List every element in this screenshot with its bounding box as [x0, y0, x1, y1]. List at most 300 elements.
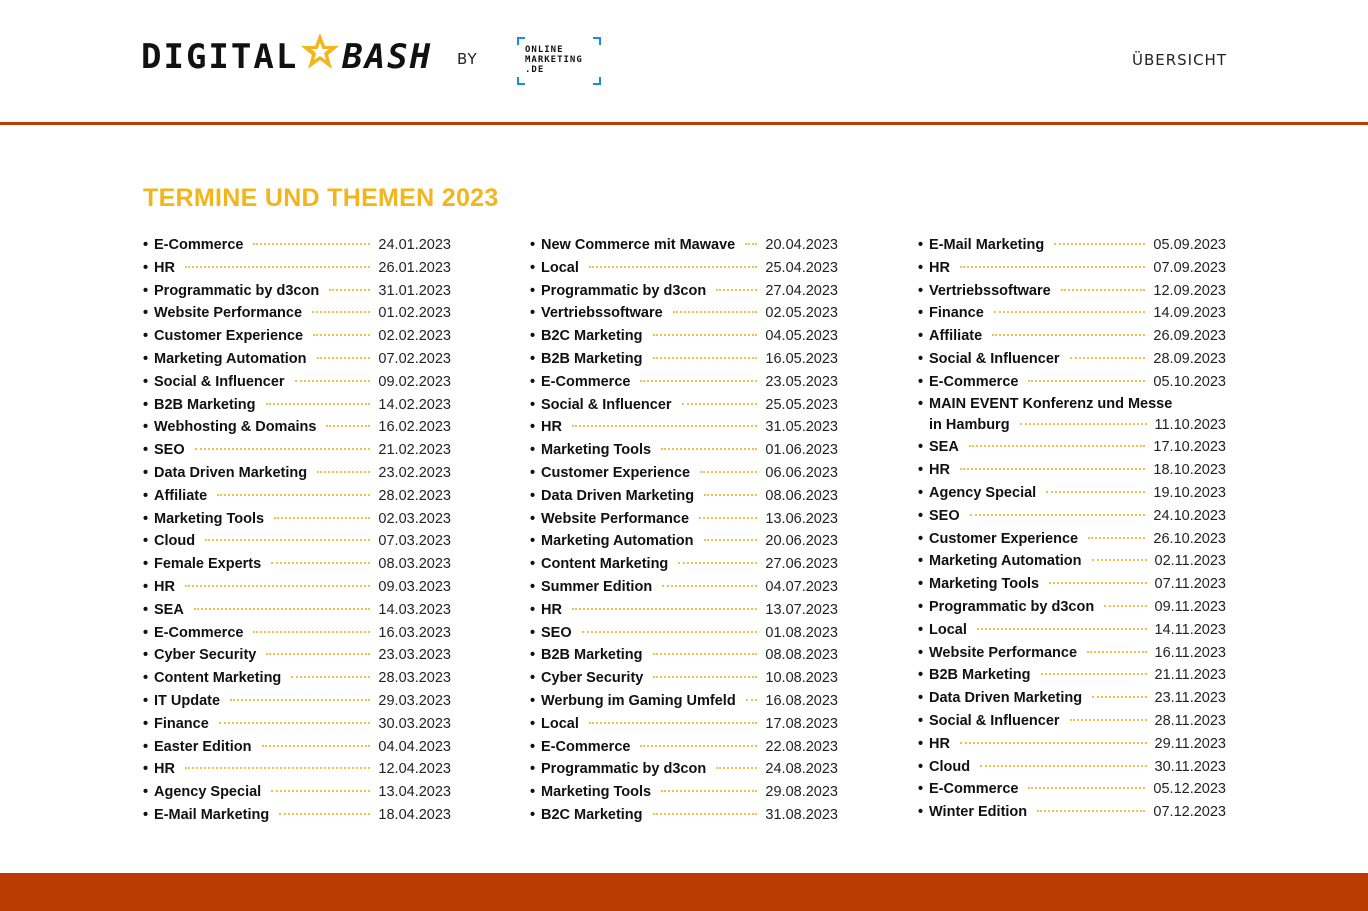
schedule-item — [530, 644, 838, 667]
schedule-item — [530, 325, 838, 348]
event-date: 23.02.2023 — [378, 464, 451, 481]
topic-name: SEA — [154, 601, 184, 618]
schedule-item — [530, 348, 838, 371]
topic-name: Data Driven Marketing — [541, 487, 695, 504]
event-date: 08.03.2023 — [378, 556, 451, 573]
bullet: • — [143, 601, 149, 618]
dot-leader — [1028, 787, 1145, 789]
event-date: 14.11.2023 — [1154, 621, 1226, 638]
dot-leader — [653, 334, 758, 336]
dot-leader — [266, 403, 371, 405]
event-date: 20.06.2023 — [765, 533, 838, 550]
dot-leader — [977, 628, 1147, 630]
schedule-item — [530, 439, 838, 462]
schedule-item — [918, 733, 1226, 756]
topic-name: Agency Special — [929, 484, 1037, 501]
bullet: • — [530, 647, 536, 664]
event-date: 05.09.2023 — [1153, 237, 1226, 253]
topic-name-continued: in Hamburg — [929, 416, 1010, 433]
event-date: 01.08.2023 — [765, 624, 838, 641]
schedule-item — [143, 485, 451, 508]
bullet: • — [918, 735, 924, 752]
topic-name: Summer Edition — [541, 578, 653, 595]
topic-name: E-Commerce — [154, 624, 244, 641]
schedule-item — [143, 599, 451, 622]
bullet: • — [143, 738, 149, 755]
dot-leader — [704, 539, 758, 541]
dot-leader — [195, 448, 371, 450]
bullet: • — [530, 237, 536, 253]
topic-name: B2B Marketing — [541, 350, 643, 367]
bullet: • — [143, 305, 149, 322]
bullet: • — [530, 715, 536, 732]
event-date: 27.04.2023 — [765, 282, 838, 299]
dot-leader — [1028, 380, 1145, 382]
schedule-item — [918, 280, 1226, 303]
schedule-item — [143, 781, 451, 804]
event-date: 31.01.2023 — [378, 282, 451, 299]
bullet: • — [918, 373, 924, 390]
topic-name: Social & Influencer — [929, 350, 1060, 367]
dot-leader — [661, 448, 757, 450]
topic-name: HR — [154, 578, 175, 595]
bullet: • — [918, 758, 924, 775]
bullet: • — [918, 350, 924, 367]
bullet: • — [143, 237, 149, 253]
schedule-item — [918, 348, 1226, 371]
topic-name: Marketing Tools — [541, 784, 652, 801]
dot-leader — [1037, 810, 1145, 812]
event-date: 07.12.2023 — [1153, 804, 1226, 821]
topic-name: Marketing Automation — [541, 533, 694, 550]
dot-leader — [1054, 243, 1145, 245]
schedule-item — [530, 394, 838, 417]
topic-name: B2B Marketing — [929, 667, 1031, 684]
schedule-item — [143, 553, 451, 576]
schedule-item — [918, 234, 1226, 257]
bullet: • — [918, 462, 924, 479]
topic-name: SEA — [929, 439, 959, 456]
bullet: • — [530, 419, 536, 436]
event-date: 20.04.2023 — [765, 237, 838, 253]
dot-leader — [295, 380, 371, 382]
partner-logo-line-3: .DE — [525, 65, 545, 75]
event-date: 24.10.2023 — [1153, 507, 1226, 524]
dot-leader — [661, 790, 757, 792]
topic-name: HR — [541, 419, 562, 436]
bullet: • — [918, 621, 924, 638]
schedule-item — [530, 758, 838, 781]
event-date: 04.05.2023 — [765, 328, 838, 345]
topic-name: Cloud — [929, 758, 971, 775]
schedule-item — [918, 325, 1226, 348]
event-date: 25.05.2023 — [765, 396, 838, 413]
schedule-item — [918, 778, 1226, 801]
dot-leader — [326, 425, 370, 427]
bullet: • — [143, 692, 149, 709]
event-date: 28.11.2023 — [1154, 712, 1226, 729]
dot-leader — [205, 539, 370, 541]
event-date: 14.02.2023 — [378, 396, 451, 413]
topic-name: Content Marketing — [541, 556, 669, 573]
bullet: • — [143, 624, 149, 641]
bullet: • — [530, 601, 536, 618]
schedule-column-3 — [918, 234, 1226, 824]
dot-leader — [653, 653, 758, 655]
dot-leader — [653, 676, 757, 678]
event-date: 26.01.2023 — [378, 259, 451, 276]
dot-leader — [640, 380, 757, 382]
topic-name: B2C Marketing — [541, 328, 643, 345]
topic-name: E-Mail Marketing — [929, 237, 1045, 253]
schedule-item — [918, 302, 1226, 325]
dot-leader — [678, 562, 757, 564]
dot-leader — [700, 471, 757, 473]
dot-leader — [1061, 289, 1146, 291]
schedule-item — [918, 550, 1226, 573]
bullet: • — [530, 578, 536, 595]
event-date: 09.03.2023 — [378, 578, 451, 595]
bullet: • — [143, 715, 149, 732]
bullet: • — [918, 328, 924, 345]
topic-name: Customer Experience — [929, 530, 1079, 547]
event-date: 02.11.2023 — [1154, 553, 1226, 570]
page-title: TERMINE UND THEMEN 2023 — [143, 184, 499, 212]
dot-leader — [960, 742, 1147, 744]
topic-name: IT Update — [154, 692, 221, 709]
bullet: • — [918, 644, 924, 661]
event-date: 16.08.2023 — [765, 692, 838, 709]
topic-name: HR — [929, 259, 950, 276]
bullet: • — [918, 598, 924, 615]
bullet: • — [530, 533, 536, 550]
schedule-item — [530, 690, 838, 713]
dot-leader — [640, 745, 757, 747]
topic-name: Website Performance — [929, 644, 1078, 661]
bullet: • — [530, 784, 536, 801]
event-date: 10.08.2023 — [765, 670, 838, 687]
schedule-item — [530, 485, 838, 508]
topic-name: Marketing Automation — [929, 553, 1082, 570]
dot-leader — [279, 813, 370, 815]
dot-leader — [185, 266, 370, 268]
schedule-item — [143, 508, 451, 531]
event-date: 24.08.2023 — [765, 761, 838, 778]
dot-leader — [716, 289, 757, 291]
event-date: 16.03.2023 — [378, 624, 451, 641]
dot-leader — [716, 767, 757, 769]
bullet: • — [530, 670, 536, 687]
by-label: BY — [457, 50, 478, 68]
schedule-item — [530, 257, 838, 280]
schedule-column-2 — [530, 234, 838, 827]
bullet: • — [918, 395, 924, 412]
schedule-item — [530, 667, 838, 690]
dot-leader — [253, 631, 370, 633]
bullet: • — [143, 487, 149, 504]
bullet: • — [530, 282, 536, 299]
dot-leader — [1049, 582, 1146, 584]
bullet: • — [143, 761, 149, 778]
topic-name: Programmatic by d3con — [929, 598, 1095, 615]
topic-name: Marketing Tools — [154, 510, 265, 527]
event-date: 18.10.2023 — [1153, 462, 1226, 479]
schedule-item — [143, 394, 451, 417]
bullet: • — [143, 442, 149, 459]
schedule-item — [530, 530, 838, 553]
event-date: 01.06.2023 — [765, 442, 838, 459]
event-date: 28.02.2023 — [378, 487, 451, 504]
dot-leader — [266, 653, 370, 655]
schedule-item — [918, 710, 1226, 733]
event-date: 17.10.2023 — [1153, 439, 1226, 456]
topic-name: Social & Influencer — [929, 712, 1060, 729]
schedule-item — [143, 302, 451, 325]
topic-name: Programmatic by d3con — [154, 282, 320, 299]
dot-leader — [994, 311, 1146, 313]
event-date: 16.11.2023 — [1154, 644, 1226, 661]
topic-name: HR — [929, 462, 950, 479]
schedule-item — [143, 530, 451, 553]
bullet: • — [918, 576, 924, 593]
bullet: • — [530, 692, 536, 709]
dot-leader — [1046, 491, 1145, 493]
dot-leader — [572, 608, 757, 610]
bullet: • — [143, 556, 149, 573]
dot-leader — [1070, 357, 1146, 359]
topic-name: Werbung im Gaming Umfeld — [541, 692, 736, 709]
event-date: 23.05.2023 — [765, 373, 838, 390]
schedule-item — [918, 801, 1226, 824]
event-date: 05.12.2023 — [1153, 781, 1226, 798]
dot-leader — [970, 514, 1146, 516]
topic-name: New Commerce mit Mawave — [541, 237, 736, 253]
dot-leader — [746, 699, 758, 701]
schedule-column-1 — [143, 234, 451, 827]
topic-name: E-Commerce — [154, 237, 244, 253]
topic-name: Vertriebssoftware — [929, 282, 1051, 299]
event-date: 04.07.2023 — [765, 578, 838, 595]
dot-leader — [185, 585, 370, 587]
dot-leader — [1104, 605, 1146, 607]
event-date: 18.04.2023 — [378, 806, 451, 823]
topic-name: HR — [154, 259, 175, 276]
event-date: 19.10.2023 — [1153, 484, 1226, 501]
schedule-item — [918, 642, 1226, 665]
dot-leader — [271, 562, 370, 564]
topic-name: SEO — [929, 507, 960, 524]
schedule-item — [918, 619, 1226, 642]
event-date: 08.06.2023 — [765, 487, 838, 504]
bullet: • — [918, 484, 924, 501]
bullet: • — [918, 237, 924, 253]
topic-name: HR — [929, 735, 950, 752]
topic-name: Marketing Tools — [929, 576, 1040, 593]
bullet: • — [918, 439, 924, 456]
topic-name: Cyber Security — [541, 670, 644, 687]
onlinemarketing-logo[interactable] — [517, 37, 601, 85]
schedule-item — [143, 257, 451, 280]
topic-name: MAIN EVENT Konferenz und Messe — [929, 395, 1173, 412]
topic-name: Social & Influencer — [154, 373, 285, 390]
schedule-item — [530, 302, 838, 325]
event-date: 13.07.2023 — [765, 601, 838, 618]
schedule-item — [530, 280, 838, 303]
dot-leader — [969, 445, 1146, 447]
event-date: 16.02.2023 — [378, 419, 451, 436]
bullet: • — [143, 396, 149, 413]
bullet: • — [918, 667, 924, 684]
topic-name: Programmatic by d3con — [541, 761, 707, 778]
event-date: 07.11.2023 — [1154, 576, 1226, 593]
dot-leader — [992, 334, 1145, 336]
topic-name: HR — [541, 601, 562, 618]
event-date: 31.05.2023 — [765, 419, 838, 436]
schedule-item — [143, 348, 451, 371]
bullet: • — [530, 259, 536, 276]
topic-name: Female Experts — [154, 556, 262, 573]
schedule-item — [530, 599, 838, 622]
dot-leader — [589, 722, 758, 724]
schedule-item — [143, 234, 451, 257]
dot-leader — [653, 813, 758, 815]
bullet: • — [918, 553, 924, 570]
event-date: 02.02.2023 — [378, 328, 451, 345]
schedule-item — [143, 622, 451, 645]
schedule-item — [918, 505, 1226, 528]
dot-leader — [217, 494, 370, 496]
topic-name: Marketing Tools — [541, 442, 652, 459]
bullet: • — [143, 647, 149, 664]
dot-leader — [317, 471, 370, 473]
schedule-item — [143, 736, 451, 759]
bullet: • — [530, 305, 536, 322]
dot-leader — [653, 357, 758, 359]
schedule-item — [143, 576, 451, 599]
topic-name: B2B Marketing — [541, 647, 643, 664]
dot-leader — [572, 425, 757, 427]
dot-leader — [312, 311, 370, 313]
dot-leader — [960, 266, 1145, 268]
logo-text-digital: DIGITAL — [141, 37, 299, 77]
event-date: 14.09.2023 — [1153, 305, 1226, 322]
bullet: • — [530, 738, 536, 755]
topic-name: Cloud — [154, 533, 196, 550]
event-date: 09.11.2023 — [1154, 598, 1226, 615]
event-date: 05.10.2023 — [1153, 373, 1226, 390]
topic-name: Affiliate — [929, 328, 983, 345]
schedule-item — [530, 508, 838, 531]
topic-name: Customer Experience — [541, 464, 691, 481]
schedule-item — [143, 690, 451, 713]
topic-name: E-Commerce — [541, 738, 631, 755]
topic-name: Programmatic by d3con — [541, 282, 707, 299]
bullet: • — [530, 373, 536, 390]
nav-uebersicht[interactable]: ÜBERSICHT — [1131, 51, 1227, 69]
logo-text-bash: BASH — [342, 37, 433, 77]
schedule-item — [143, 439, 451, 462]
bullet: • — [143, 259, 149, 276]
event-date: 07.02.2023 — [378, 350, 451, 367]
bullet: • — [918, 690, 924, 707]
bullet: • — [530, 464, 536, 481]
bullet: • — [918, 282, 924, 299]
site-header — [0, 0, 1368, 125]
topic-name: Affiliate — [154, 487, 208, 504]
dot-leader — [1041, 673, 1147, 675]
dot-leader — [313, 334, 370, 336]
partner-logo-line-1: ONLINE — [525, 45, 564, 55]
topic-name: Data Driven Marketing — [929, 690, 1083, 707]
event-date: 13.06.2023 — [765, 510, 838, 527]
schedule-item — [918, 257, 1226, 280]
event-date: 11.10.2023 — [1154, 416, 1226, 433]
dot-leader — [317, 357, 371, 359]
event-date: 22.08.2023 — [765, 738, 838, 755]
bullet: • — [143, 784, 149, 801]
event-date: 27.06.2023 — [765, 556, 838, 573]
event-date: 02.05.2023 — [765, 305, 838, 322]
digital-bash-logo[interactable] — [141, 32, 432, 82]
bullet: • — [143, 328, 149, 345]
bullet: • — [530, 442, 536, 459]
schedule-item — [530, 736, 838, 759]
bullet: • — [143, 350, 149, 367]
star-icon — [300, 31, 340, 71]
event-date: 02.03.2023 — [378, 510, 451, 527]
dot-leader — [291, 676, 370, 678]
topic-name: E-Commerce — [929, 781, 1019, 798]
bullet: • — [530, 350, 536, 367]
dot-leader — [1092, 696, 1146, 698]
schedule-item — [530, 371, 838, 394]
event-date: 28.09.2023 — [1153, 350, 1226, 367]
schedule-item — [530, 234, 838, 257]
topic-name: Local — [541, 259, 579, 276]
bullet: • — [530, 556, 536, 573]
event-date: 16.05.2023 — [765, 350, 838, 367]
bullet: • — [143, 419, 149, 436]
schedule-item — [530, 576, 838, 599]
schedule-item — [143, 667, 451, 690]
schedule-item — [918, 573, 1226, 596]
event-date: 26.10.2023 — [1153, 530, 1226, 547]
dot-leader — [262, 745, 371, 747]
bullet: • — [530, 761, 536, 778]
dot-leader — [1088, 537, 1145, 539]
schedule-item — [530, 804, 838, 827]
bullet: • — [918, 507, 924, 524]
topic-name: Website Performance — [154, 305, 303, 322]
schedule-item — [143, 644, 451, 667]
bullet: • — [143, 282, 149, 299]
bullet: • — [918, 305, 924, 322]
schedule-item — [918, 482, 1226, 505]
event-date: 23.11.2023 — [1154, 690, 1226, 707]
topic-name: E-Mail Marketing — [154, 806, 270, 823]
bullet: • — [918, 804, 924, 821]
topic-name: Local — [541, 715, 579, 732]
dot-leader — [662, 585, 757, 587]
topic-name: Cyber Security — [154, 647, 257, 664]
schedule-item — [143, 325, 451, 348]
schedule-item — [918, 687, 1226, 710]
schedule-item — [143, 416, 451, 439]
event-date: 07.03.2023 — [378, 533, 451, 550]
bullet: • — [530, 806, 536, 823]
schedule-item — [918, 371, 1226, 394]
schedule-item — [530, 781, 838, 804]
